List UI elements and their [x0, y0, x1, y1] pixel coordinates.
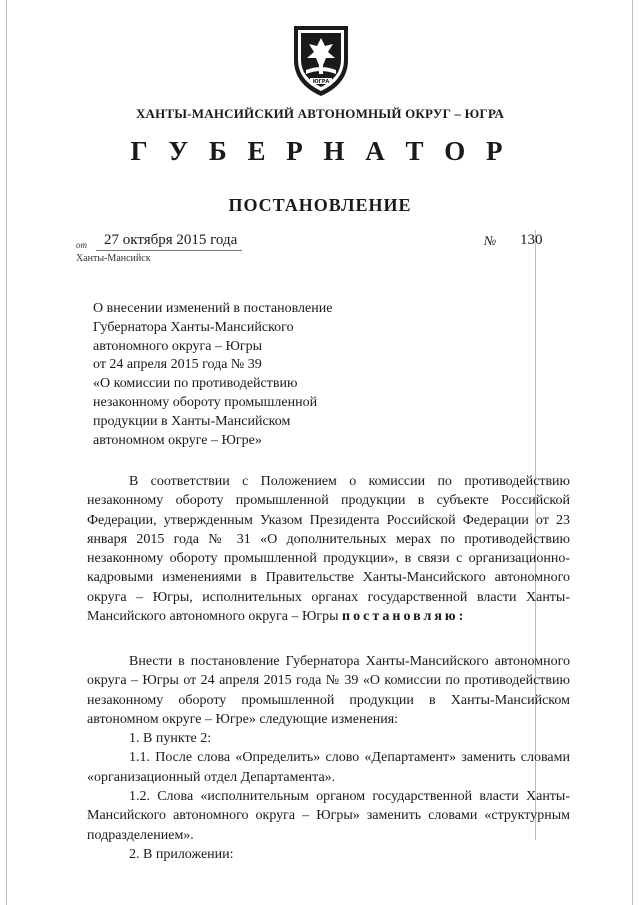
- subject-line: автономном округе – Югре»: [93, 432, 262, 448]
- subject-line: продукции в Ханты-Мансийском: [93, 413, 291, 429]
- document-city: Ханты-Мансийск: [76, 253, 151, 264]
- document-subject: [93, 300, 393, 450]
- item-1-2: 1.2. Слова «исполнительным органом государственной власти Ханты-Мансийского автономного округа – Югры» заменить словами «структурным подразделением».: [87, 789, 570, 843]
- document-type: ПОСТАНОВЛЕНИЕ: [228, 195, 412, 215]
- subject-line: О внесении изменений в постановление: [93, 301, 333, 316]
- item-1-1: 1.1. После слова «Определить» слово «Департамент» заменить словами «организационный отдел Департамента».: [87, 750, 570, 785]
- item-2: 2. В приложении:: [129, 846, 234, 862]
- date-underline: [96, 250, 242, 251]
- date-prefix: от: [76, 240, 87, 250]
- subject-line: Губернатора Ханты-Мансийского: [93, 319, 294, 335]
- number-sign: №: [484, 233, 497, 248]
- document-number: 130: [520, 232, 543, 248]
- coat-of-arms-emblem: [288, 20, 354, 100]
- main-paragraph: Внести в постановление Губернатора Ханты-Мансийского автономного округа – Югры от 24 апреля 2015 года № 39 «О комиссии по противодействию незаконному обороту промышленной продукции в Ханты-Мансийском автономном округе – Югре» следующие изменения:: [87, 654, 570, 727]
- preamble-block: [87, 472, 570, 626]
- item-1: 1. В пункте 2:: [129, 731, 212, 747]
- subject-line: незаконному обороту промышленной: [93, 394, 318, 410]
- subject-line: «О комиссии по противодействию: [93, 376, 298, 392]
- subject-line: от 24 апреля 2015 года № 39: [93, 357, 262, 373]
- preamble-paragraph: [87, 472, 570, 626]
- preamble-text: В соответствии с Положением о комиссии по противодействию незаконному обороту промышленной продукции в субъекте Российской Федерации, утвержденным Указом Президента Российской Федерации от 23 января 2015 года № 31 «О дополнительных мерах по противодействию незаконному обороту промышленной продукции», в связи с организационно-кадровыми изменениями в Правительстве Ханты-Мансийского автономного округа – Югры, исполнительных органах государственной власти Ханты-Мансийского автономного округа – Югры: [87, 474, 570, 625]
- region-name: ХАНТЫ-МАНСИЙСКИЙ АВТОНОМНЫЙ ОКРУГ – ЮГРА: [135, 106, 505, 121]
- document-date: 27 октября 2015 года: [104, 232, 238, 248]
- emblem-label: ЮГРА: [312, 79, 330, 86]
- governor-title: Г У Б Е Р Н А Т О Р: [130, 136, 510, 166]
- subject-line: автономного округа – Югры: [93, 338, 262, 354]
- main-block: [87, 652, 570, 864]
- resolve-word: постановляю:: [342, 609, 467, 625]
